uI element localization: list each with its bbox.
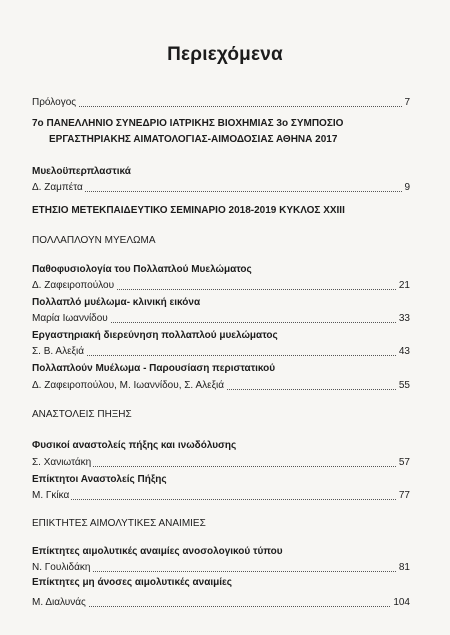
entry-title: Επίκτητοι Αναστολείς Πήξης [32, 474, 167, 485]
seminar-heading: ΕΤΗΣΙΟ ΜΕΤΕΚΠΑΙΔΕΥΤΙΚΟ ΣΕΜΙΝΑΡΙΟ 2018-2019 ΚΥΚΛΟΣ XXIII [32, 205, 345, 216]
entry-title: Πολλαπλό μυέλωμα- κλινική εικόνα [32, 297, 201, 308]
congress-heading-line2: ΕΡΓΑΣΤΗΡΙΑΚΗΣ ΑΙΜΑΤΟΛΟΓΙΑΣ-ΑΙΜΟΔΟΣΙΑΣ ΑΘΗΝΑ 2017 [49, 134, 338, 145]
toc-entry [32, 562, 410, 574]
page-number: 77 [398, 490, 410, 501]
dot-leader [32, 499, 410, 500]
page-title: Περιεχόμενα [167, 44, 283, 65]
toc-entry [32, 380, 410, 392]
toc-entry [32, 490, 410, 502]
page-number: 21 [398, 280, 410, 291]
entry-author: Μαρία Ιωαννίδου [32, 313, 108, 324]
entry-title: Φυσικοί αναστολείς πήξης και ινωδόλυσης [32, 440, 237, 451]
entry-title: Επίκτητες μη άνοσες αιμολυτικές αναιμίες [32, 577, 232, 588]
entry-author: Σ. Χανιωτάκη [32, 457, 92, 468]
dot-leader [32, 106, 410, 107]
toc-entry [32, 597, 410, 609]
page-number: 9 [404, 182, 410, 193]
entry-author: Δ. Ζαμπέτα [32, 182, 83, 193]
entry-title: Παθοφυσιολογία του Πολλαπλού Μυελώματος [32, 264, 252, 275]
entry-author: Ν. Γουλιδάκη [32, 562, 91, 573]
dot-leader [32, 355, 410, 356]
page-number: 57 [398, 457, 410, 468]
entry-title: Πρόλογος [32, 97, 77, 108]
entry-author: Μ. Γκίκα [32, 490, 70, 501]
entry-title: Εργαστηριακή διερεύνηση πολλαπλού μυελώματος [32, 330, 278, 341]
page-number: 81 [398, 562, 410, 573]
toc-entry [32, 280, 410, 292]
page-number: 7 [404, 97, 410, 108]
toc-entry [32, 346, 410, 358]
dot-leader [32, 191, 410, 192]
section-heading: ΠΟΛΛΑΠΛΟΥΝ ΜΥΕΛΩΜΑ [32, 235, 156, 246]
toc-entry-prologue [32, 97, 410, 109]
page-number: 33 [398, 313, 410, 324]
entry-title: Πολλαπλούν Μυέλωμα - Παρουσίαση περιστατικού [32, 363, 276, 374]
toc-entry [32, 182, 410, 194]
entry-title: Μυελοϋπερπλαστικά [32, 166, 131, 177]
congress-heading-line1 [32, 118, 343, 130]
toc-entry [32, 313, 410, 325]
entry-author: Μ. Διαλυνάς [32, 597, 86, 608]
page-number: 55 [398, 380, 410, 391]
section-heading: ΕΠΙΚΤΗΤΕΣ ΑΙΜΟΛΥΤΙΚΕΣ ΑΝΑΙΜΙΕΣ [32, 518, 206, 529]
entry-title: Επίκτητες αιμολυτικές αναιμίες ανοσολογικού τύπου [32, 546, 283, 557]
section-heading: ΑΝΑΣΤΟΛΕΙΣ ΠΗΞΗΣ [32, 409, 132, 420]
dot-leader [32, 606, 410, 607]
entry-author: Δ. Ζαφειροπούλου, Μ. Ιωαννίδου, Σ. Αλεξιά [32, 380, 225, 391]
page-number: 104 [393, 597, 410, 608]
congress-heading-line1-text: 7ο ΠΑΝΕΛΛΗΝΙΟ ΣΥΝΕΔΡΙΟ ΙΑΤΡΙΚΗΣ ΒΙΟΧΗΜΙΑΣ 3ο ΣΥΜΠΟΣΙΟ [32, 118, 344, 129]
entry-author: Σ. Β. Αλεξιά [32, 346, 85, 357]
page-number: 43 [398, 346, 410, 357]
entry-author: Δ. Ζαφειροπούλου [32, 280, 115, 291]
toc-entry [32, 457, 410, 469]
